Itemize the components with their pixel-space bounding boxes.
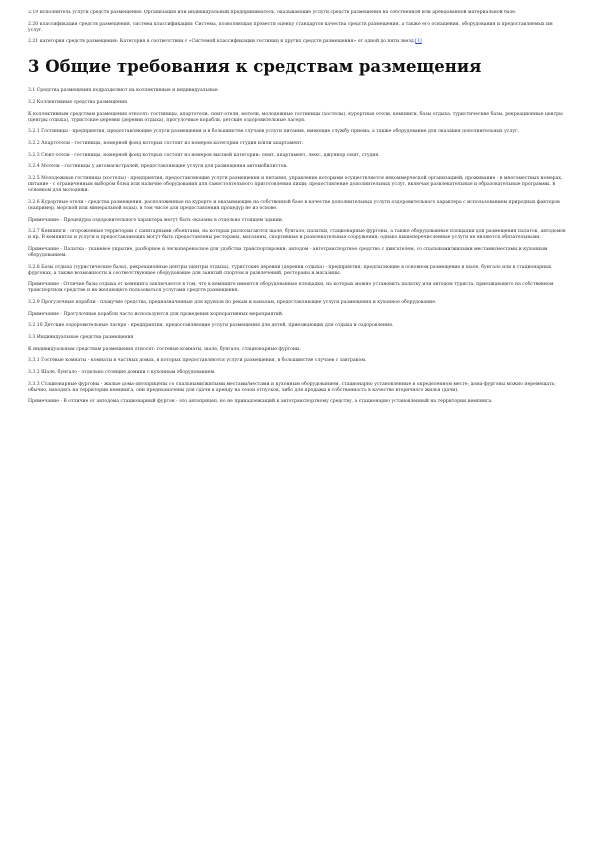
paragraph: 3.3.3 Стационарные фургоны - жилые дома-автоприцепы со спальными/жилыми местами/местами и кухонным оборудованием, стационарно установленные в определенном месте; дома-фургоны можно перемещать; обычно, находясь на территории кемпинга, они предназначены для сдачи в аренду на сезон отпусков, либо для продажи в собственность в качестве вторичного жилья (дачи). — [28, 381, 556, 393]
paragraph: Примечание - Процедуры оздоровительного характера могут быть оказаны в отдельно стоящем здании. — [28, 217, 284, 223]
reference-link[interactable]: [1] — [415, 39, 422, 45]
paragraph: 3.2.2 Апартотели - гостиницы, номерной фонд которых состоит из номеров категории студия и/или апартамент. — [28, 141, 304, 147]
paragraph: 3.2.8 Базы отдыха (туристические базы), рекреационные центры (центры отдыха), туристские деревни (деревни отдыха) - предприятия, предлагающие в основном размещение в шале, бунгало или в стационарных фургонах, а также возможности и соответствующее оборудование для занятий спортом и развлечений, рестораны и магазины. — [28, 264, 552, 276]
paragraph: 3.2.7 Кемпинги - огороженные территории с санитарными объектами, на которых располагаются шале, бунгало, палатки, стационарные фургоны, а также оборудованные площадки для размещения палаток, автодомов и пр. В кемпингах и услуги и предоставляющих могут быть предоставлены рестораны, магазины, спортивные и развлекательные сооружения; однако вышеперечисленные услуги не являются обязательными. — [28, 229, 566, 241]
document-page — [28, 10, 568, 838]
paragraph: К индивидуальным средствам размещения относят: гостевые комнаты, шале, бунгало, стационарные фургоны. — [28, 346, 302, 352]
definition-2-21 — [28, 39, 568, 45]
paragraph: 2.20 классификация средств размещения, система классификации: Система, позволяющая провести оценку стандартов качества средств размещения, а также его оснащения, оборудования и предоставляемых им услуг. — [28, 21, 553, 33]
section-heading: 3 Общие требования к средствам размещения — [28, 57, 482, 77]
paragraph: 3.2.10 Детские оздоровительные лагеря - предприятия, предоставляющие услуги размещения для детей, приезжающих для отдыха и оздоровления. — [28, 323, 394, 329]
paragraph: 3.2.4 Мотели - гостиницы у автомагистралей, предоставляющие услуги для размещения автомобилистов. — [28, 164, 288, 170]
definitions-list — [28, 10, 568, 34]
paragraph: 2.19 исполнитель услуги средств размещения: Организация или индивидуальный предприниматель, оказывающие услуги средств размещения на собственной или арендованной материальной базе. — [28, 10, 517, 15]
paragraph: 3.3.2 Шале, бунгало - отдельно стоящие домики с кухонным оборудованием. — [28, 370, 216, 376]
paragraph: Примечание - Прогулочные корабли часто используются для проведения корпоративных мероприятий. — [28, 311, 284, 317]
paragraph: 3.2.1 Гостиницы - предприятия, предоставляющие услуги размещения и в большинстве случаев услуги питания, имеющие службу приема, а также оборудование для оказания дополнительных услуг. — [28, 129, 519, 135]
paragraph: Примечание - В отличие от автодома стационарный фургон - это автоприцеп, но не принадлежащий к автотранспортному средству, а стационарно установленный на территории кемпинга. — [28, 399, 493, 405]
definition-2-21-text: 2.21 категория средств размещения: Категория в соответствии с «Системой классификации гостиниц и других средств размещения» от одной до пяти звезд. — [28, 39, 416, 45]
paragraph: Примечание - Палатка - тканевое укрытие, разборное и легкопереносное для удобства транспортировки; автодом - автотранспортное средство с двигателем, со спальными/жилыми местами/местами и кухонным оборудованием. — [28, 246, 548, 258]
paragraph: Примечание - Отличие базы отдыха от кемпинга заключается в том, что в кемпинге имеются оборудованные площадки, на которых можно установить палатку или автодом туриста, приезжающего на собственном транспортном средстве и не желающего пользоваться услугами средств размещения. — [28, 282, 554, 294]
paragraph: 3.2.6 Курортные отели - средства размещения, расположенные на курорте и оказывающие на собственной базе в качестве дополнительных услуги оздоровительного характера с использованием природных факторов (например, морской или минеральной воды), в том числе для предоставления процедур не из основе. — [28, 199, 560, 211]
paragraph: 3.3.1 Гостевые комнаты - комнаты в частных домах, в которых предоставляются услуги размещения, в большинстве случаев с завтраком. — [28, 358, 367, 364]
paragraph: 3.2.5 Молодежные гостиницы (хостелы) - предприятия, предоставляющие услуги размещения и питания, управление которыми осуществляется некоммерческой организацией; проживание - в многоместных номерах, питание - с ограниченным выбором блюд или наличие оборудования для самостоятельного приготовления пищи; предоставление дополнительных услуг, включая развлекательные и образовательные программы, в основном для молодежи. — [28, 176, 563, 194]
paragraph: 3.2 Коллективные средства размещения — [28, 100, 128, 106]
paragraph: 3.1 Средства размещения подразделяют на коллективные и индивидуальные. — [28, 88, 219, 94]
section-3-body — [28, 88, 568, 405]
paragraph: 3.2.9 Прогулочные корабли - плавучие средства, предназначенные для круизов по рекам и каналам, предоставляющие услуги размещения и кухонное оборудование. — [28, 300, 437, 306]
paragraph: 3.2.3 Сюит-отели - гостиницы, номерной фонд которых состоит из номеров высшей категории: сюит, апартамент, люкс, джуниор сюит, студия. — [28, 152, 380, 158]
paragraph: 3.3 Индивидуальные средства размещения — [28, 335, 134, 341]
paragraph: К коллективным средствам размещения относят: гостиницы, апартотели, сюит-отели, мотели, молодежные гостиницы (хостелы), курортные отели, кемпинги, базы отдыха, туристические базы, рекреационные центры (центры отдыха), туристские деревни (деревни отдыха), прогулочные корабли, детские оздоровительные лагеря. — [28, 111, 563, 123]
